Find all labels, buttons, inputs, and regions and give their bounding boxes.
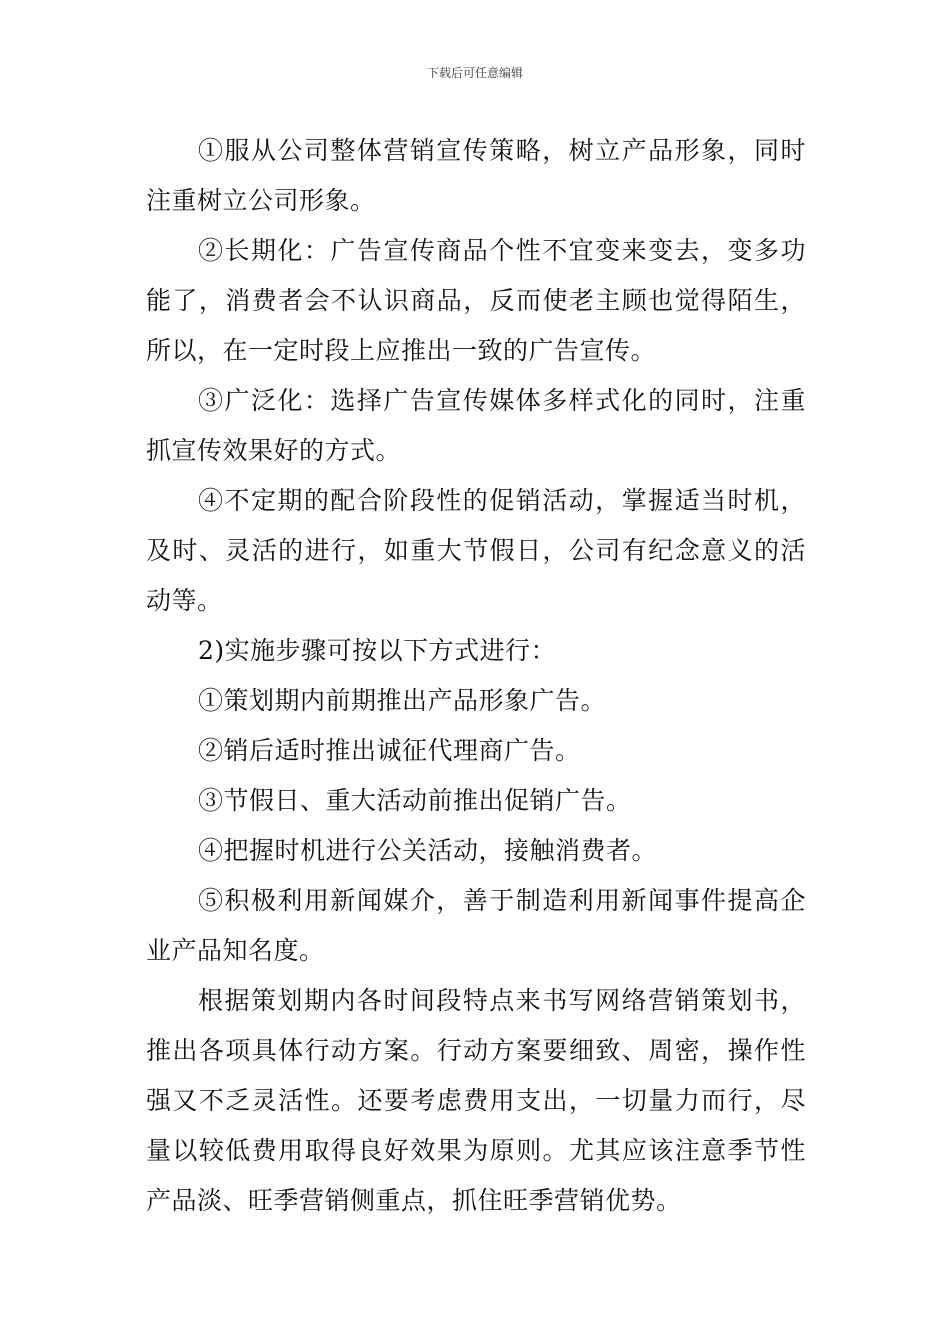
paragraph-principle-1: ①服从公司整体营销宣传策略，树立产品形象，同时注重树立公司形象。 — [146, 136, 806, 215]
paragraph-principle-3: ③广泛化：选择广告宣传媒体多样式化的同时，注重抓宣传效果好的方式。 — [146, 386, 806, 465]
document-body — [146, 126, 806, 1226]
paragraph-step-4: ④把握时机进行公关活动，接触消费者。 — [198, 836, 658, 865]
paragraph-steps-heading: 2)实施步骤可按以下方式进行： — [198, 636, 557, 665]
paragraph-principle-2: ②长期化：广告宣传商品个性不宜变来变去，变多功能了，消费者会不认识商品，反而使老主顾也觉得陌生，所以，在一定时段上应推出一致的广告宣传。 — [146, 236, 806, 365]
paragraph-step-2: ②销后适时推出诚征代理商广告。 — [198, 736, 581, 765]
header-note: 下载后可任意编辑 — [426, 66, 523, 80]
paragraph-action-plan: 根据策划期内各时间段特点来书写网络营销策划书，推出各项具体行动方案。行动方案要细致、周密，操作性强又不乏灵活性。还要考虑费用支出，一切量力而行，尽量以较低费用取得良好效果为原则。尤其应该注意季节性产品淡、旺季营销侧重点，抓住旺季营销优势。 — [146, 986, 806, 1215]
paragraph-principle-4: ④不定期的配合阶段性的促销活动，掌握适当时机，及时、灵活的进行，如重大节假日，公司有纪念意义的活动等。 — [146, 486, 806, 615]
paragraph-step-3: ③节假日、重大活动前推出促销广告。 — [198, 786, 632, 815]
paragraph-step-1: ①策划期内前期推出产品形象广告。 — [198, 686, 607, 715]
paragraph-step-5: ⑤积极利用新闻媒介，善于制造利用新闻事件提高企业产品知名度。 — [146, 886, 806, 965]
